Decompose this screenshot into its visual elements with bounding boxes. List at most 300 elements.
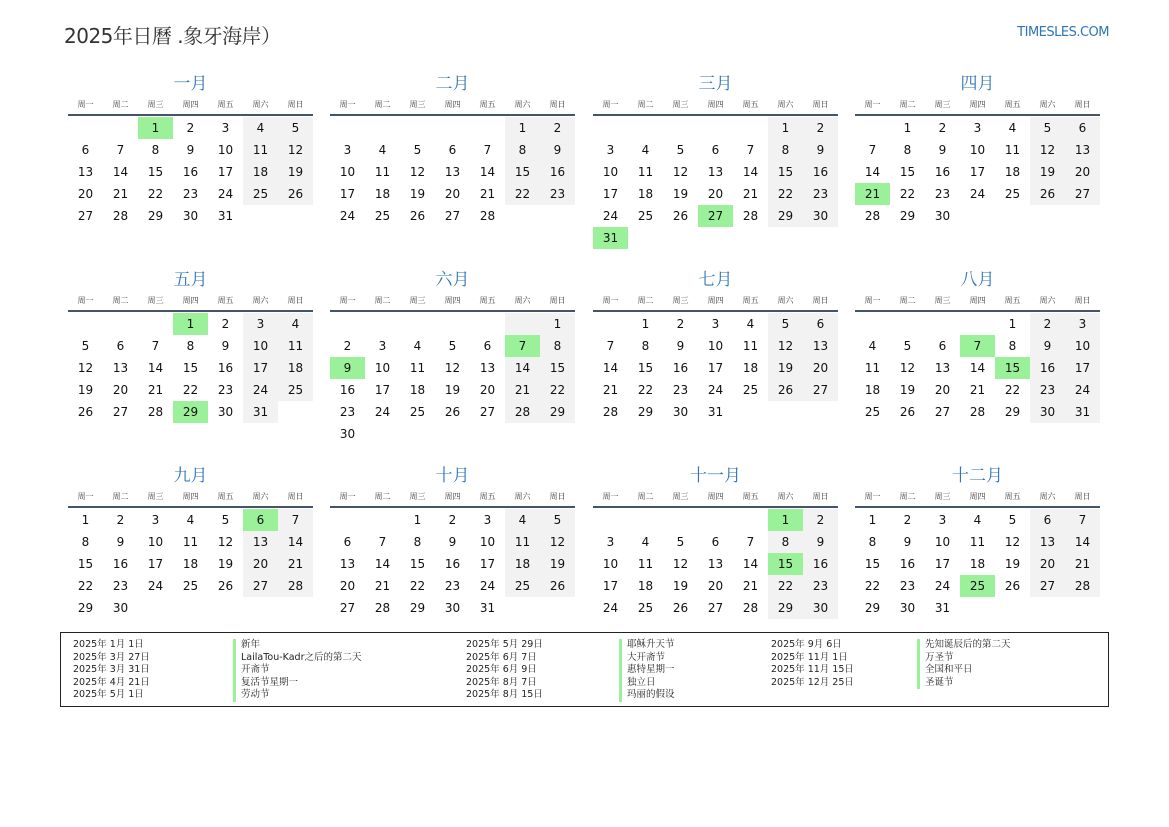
- month-block: [68, 268, 313, 423]
- day-cell: 27: [243, 575, 278, 597]
- empty-day-cell: [960, 313, 995, 335]
- day-cell: 8: [540, 335, 575, 357]
- weekday-header: [593, 96, 838, 116]
- day-cell: 20: [934, 383, 951, 397]
- day-cell: 27: [112, 405, 129, 419]
- day-cell: 19: [77, 383, 94, 397]
- day-cell: 13: [1030, 531, 1065, 553]
- day-cell: 16: [803, 161, 838, 183]
- legend-date: 2025年 5月 29日: [466, 639, 543, 650]
- weekday-label: 周三: [934, 296, 951, 305]
- day-cell: 6: [343, 535, 352, 549]
- weekday-label: 周二: [637, 100, 654, 109]
- weekday-label: 周五: [742, 296, 759, 305]
- day-cell: 29: [864, 601, 881, 615]
- day-cell: 22: [505, 183, 540, 205]
- weekday-label: 周一: [864, 492, 881, 501]
- month-block: [593, 72, 838, 249]
- day-cell: 8: [868, 535, 877, 549]
- day-cell: 15: [77, 557, 94, 571]
- month-block: [68, 464, 313, 619]
- empty-day-cell: [593, 117, 628, 139]
- day-cell: 7: [746, 535, 755, 549]
- day-cell: 12: [672, 165, 689, 179]
- weekday-label: 周五: [217, 296, 234, 305]
- weekday-label: 周五: [217, 100, 234, 109]
- day-cell: 31: [934, 601, 951, 615]
- legend-date: 2025年 3月 31日: [73, 664, 150, 675]
- empty-day-cell: [855, 117, 890, 139]
- weekday-label: 周一: [77, 492, 94, 501]
- legend-date: 2025年 1月 1日: [73, 639, 144, 650]
- weekday-label: 周五: [1004, 296, 1021, 305]
- weekday-header: [855, 96, 1100, 116]
- day-cell: 15: [409, 557, 426, 571]
- day-cell: 19: [899, 383, 916, 397]
- month-name: 八月: [960, 270, 995, 290]
- empty-day-cell: [663, 509, 698, 531]
- day-cell: 4: [278, 313, 313, 335]
- day-cell: 14: [864, 165, 881, 179]
- day-cell: 1: [81, 513, 90, 527]
- weekday-label: 周六: [252, 492, 269, 501]
- day-cell: 31: [707, 405, 724, 419]
- month-name: 七月: [698, 270, 733, 290]
- day-cell: 8: [81, 535, 90, 549]
- day-cell: 11: [637, 165, 654, 179]
- weekday-header: [593, 292, 838, 312]
- empty-day-cell: [593, 313, 628, 335]
- day-cell: 25: [637, 601, 654, 615]
- day-cell: 7: [606, 339, 615, 353]
- weekday-label: 周二: [899, 492, 916, 501]
- day-cell: 3: [483, 513, 492, 527]
- weekday-label: 周日: [812, 492, 829, 501]
- weekday-label: 周日: [287, 492, 304, 501]
- weekday-label: 周五: [742, 100, 759, 109]
- holiday-day-cell: 9: [330, 357, 365, 379]
- day-cell: 31: [1065, 401, 1100, 423]
- day-cell: 17: [147, 557, 164, 571]
- day-cell: 8: [505, 139, 540, 161]
- day-cell: 19: [278, 161, 313, 183]
- legend-dates-col-3: [771, 639, 854, 689]
- day-cell: 22: [864, 579, 881, 593]
- weekday-label: 周一: [864, 296, 881, 305]
- day-cell: 15: [505, 161, 540, 183]
- day-cell: 14: [742, 557, 759, 571]
- day-cell: 26: [672, 601, 689, 615]
- day-cell: 19: [540, 553, 575, 575]
- day-cell: 24: [374, 405, 391, 419]
- day-cell: 13: [112, 361, 129, 375]
- legend-holiday-name: 劳动节: [233, 689, 362, 702]
- weekday-label: 周五: [217, 492, 234, 501]
- day-cell: 22: [637, 383, 654, 397]
- weekday-label: 周一: [602, 296, 619, 305]
- legend-holiday-name: 全国和平日: [917, 664, 1011, 677]
- day-cell: 22: [147, 187, 164, 201]
- day-cell: 28: [602, 405, 619, 419]
- day-cell: 7: [483, 143, 492, 157]
- weekday-label: 周五: [479, 492, 496, 501]
- day-cell: 27: [339, 601, 356, 615]
- day-cell: 29: [768, 205, 803, 227]
- legend-dates-col-1: [73, 639, 150, 702]
- day-cell: 17: [707, 361, 724, 375]
- empty-day-cell: [68, 313, 103, 335]
- holiday-day-cell: 27: [698, 205, 733, 227]
- day-cell: 7: [116, 143, 125, 157]
- legend-holiday-name: 圣诞节: [917, 677, 1011, 690]
- day-cell: 8: [903, 143, 912, 157]
- days-grid: [855, 117, 1100, 227]
- month-name: 三月: [698, 74, 733, 94]
- weekday-label: 周二: [374, 296, 391, 305]
- legend-holiday-name: 先知诞辰后的第二天: [917, 639, 1011, 652]
- day-cell: 19: [444, 383, 461, 397]
- weekday-header: [855, 292, 1100, 312]
- day-cell: 3: [243, 313, 278, 335]
- empty-day-cell: [925, 313, 960, 335]
- day-cell: 6: [448, 143, 457, 157]
- day-cell: 26: [899, 405, 916, 419]
- weekday-label: 周二: [374, 100, 391, 109]
- day-cell: 16: [540, 161, 575, 183]
- days-grid: [330, 313, 575, 445]
- day-cell: 28: [112, 209, 129, 223]
- legend-holiday-name: 耶稣升天节: [619, 639, 675, 652]
- weekday-header: [330, 488, 575, 508]
- day-cell: 5: [676, 535, 685, 549]
- day-cell: 10: [934, 535, 951, 549]
- day-cell: 29: [637, 405, 654, 419]
- day-cell: 23: [182, 187, 199, 201]
- day-cell: 7: [1065, 509, 1100, 531]
- day-cell: 24: [602, 209, 619, 223]
- day-cell: 3: [1065, 313, 1100, 335]
- day-cell: 16: [112, 557, 129, 571]
- day-cell: 20: [1065, 161, 1100, 183]
- legend-date: 2025年 4月 21日: [73, 676, 150, 688]
- day-cell: 13: [934, 361, 951, 375]
- day-cell: 20: [707, 579, 724, 593]
- day-cell: 31: [479, 601, 496, 615]
- empty-day-cell: [733, 509, 768, 531]
- weekday-label: 周日: [287, 296, 304, 305]
- day-cell: 2: [1030, 313, 1065, 335]
- day-cell: 26: [278, 183, 313, 205]
- day-cell: 11: [278, 335, 313, 357]
- day-cell: 28: [278, 575, 313, 597]
- day-cell: 30: [1030, 401, 1065, 423]
- day-cell: 22: [77, 579, 94, 593]
- empty-day-cell: [435, 117, 470, 139]
- day-cell: 25: [1004, 187, 1021, 201]
- day-cell: 30: [672, 405, 689, 419]
- day-cell: 6: [483, 339, 492, 353]
- month-name: 四月: [960, 74, 995, 94]
- day-cell: 21: [278, 553, 313, 575]
- day-cell: 24: [934, 579, 951, 593]
- weekday-label: 周日: [1074, 492, 1091, 501]
- day-cell: 5: [448, 339, 457, 353]
- weekday-label: 周四: [182, 296, 199, 305]
- day-cell: 2: [540, 117, 575, 139]
- day-cell: 18: [374, 187, 391, 201]
- legend-names-col-1: [233, 639, 362, 702]
- legend-holiday-name: 玛丽的假设: [619, 689, 675, 702]
- day-cell: 11: [374, 165, 391, 179]
- day-cell: 26: [1004, 579, 1021, 593]
- day-cell: 6: [116, 339, 125, 353]
- day-cell: 18: [637, 579, 654, 593]
- day-cell: 28: [969, 405, 986, 419]
- site-link[interactable]: TIMESLES.COM: [1017, 25, 1109, 40]
- weekday-label: 周一: [339, 100, 356, 109]
- day-cell: 7: [868, 143, 877, 157]
- day-cell: 17: [374, 383, 391, 397]
- day-cell: 22: [182, 383, 199, 397]
- day-cell: 1: [540, 313, 575, 335]
- day-cell: 26: [217, 579, 234, 593]
- day-cell: 13: [479, 361, 496, 375]
- weekday-label: 周二: [637, 296, 654, 305]
- day-cell: 6: [81, 143, 90, 157]
- day-cell: 24: [1065, 379, 1100, 401]
- weekday-label: 周三: [934, 492, 951, 501]
- day-cell: 27: [444, 209, 461, 223]
- legend-names-col-3: [917, 639, 1011, 689]
- day-cell: 18: [864, 383, 881, 397]
- day-cell: 19: [672, 579, 689, 593]
- day-cell: 12: [672, 557, 689, 571]
- day-cell: 16: [1030, 357, 1065, 379]
- day-cell: 12: [899, 361, 916, 375]
- day-cell: 5: [676, 143, 685, 157]
- day-cell: 17: [934, 557, 951, 571]
- weekday-label: 周一: [339, 296, 356, 305]
- month-block: [593, 268, 838, 423]
- day-cell: 1: [413, 513, 422, 527]
- day-cell: 22: [768, 183, 803, 205]
- day-cell: 9: [448, 535, 457, 549]
- day-cell: 18: [409, 383, 426, 397]
- legend-holiday-name: 开斋节: [233, 664, 362, 677]
- day-cell: 11: [637, 557, 654, 571]
- empty-day-cell: [138, 313, 173, 335]
- weekday-label: 周一: [864, 100, 881, 109]
- day-cell: 9: [221, 339, 230, 353]
- day-cell: 21: [602, 383, 619, 397]
- legend-date: 2025年 11月 1日: [771, 651, 848, 663]
- day-cell: 11: [1004, 143, 1021, 157]
- day-cell: 12: [409, 165, 426, 179]
- day-cell: 10: [374, 361, 391, 375]
- day-cell: 18: [742, 361, 759, 375]
- day-cell: 14: [278, 531, 313, 553]
- day-cell: 25: [409, 405, 426, 419]
- weekday-header: [330, 96, 575, 116]
- day-cell: 1: [868, 513, 877, 527]
- legend-date: 2025年 9月 6日: [771, 639, 842, 650]
- day-cell: 23: [899, 579, 916, 593]
- day-cell: 24: [479, 579, 496, 593]
- day-cell: 14: [479, 165, 496, 179]
- day-cell: 8: [641, 339, 650, 353]
- days-grid: [330, 509, 575, 619]
- day-cell: 18: [278, 357, 313, 379]
- month-name: 一月: [173, 74, 208, 94]
- day-cell: 29: [147, 209, 164, 223]
- day-cell: 6: [711, 143, 720, 157]
- weekday-label: 周六: [252, 100, 269, 109]
- day-cell: 3: [221, 121, 230, 135]
- weekday-label: 周六: [1039, 100, 1056, 109]
- day-cell: 10: [969, 143, 986, 157]
- weekday-label: 周三: [147, 296, 164, 305]
- day-cell: 22: [409, 579, 426, 593]
- weekday-label: 周二: [112, 100, 129, 109]
- day-cell: 4: [746, 317, 755, 331]
- empty-day-cell: [365, 313, 400, 335]
- day-cell: 14: [742, 165, 759, 179]
- legend-holiday-name: 新年: [233, 639, 362, 652]
- day-cell: 18: [182, 557, 199, 571]
- day-cell: 23: [112, 579, 129, 593]
- day-cell: 9: [676, 339, 685, 353]
- day-cell: 20: [803, 357, 838, 379]
- page-title: 2025年日曆 .象牙海岸）: [64, 24, 281, 48]
- empty-day-cell: [470, 117, 505, 139]
- day-cell: 11: [505, 531, 540, 553]
- days-grid: [593, 509, 838, 619]
- day-cell: 2: [676, 317, 685, 331]
- day-cell: 9: [803, 531, 838, 553]
- day-cell: 14: [374, 557, 391, 571]
- weekday-label: 周四: [707, 100, 724, 109]
- day-cell: 8: [1008, 339, 1017, 353]
- holiday-day-cell: 1: [768, 509, 803, 531]
- weekday-label: 周六: [777, 492, 794, 501]
- empty-day-cell: [505, 313, 540, 335]
- day-cell: 30: [182, 209, 199, 223]
- day-cell: 15: [637, 361, 654, 375]
- day-cell: 13: [444, 165, 461, 179]
- holiday-day-cell: 7: [505, 335, 540, 357]
- day-cell: 14: [112, 165, 129, 179]
- day-cell: 21: [479, 187, 496, 201]
- day-cell: 27: [803, 379, 838, 401]
- day-cell: 16: [339, 383, 356, 397]
- weekday-header: [593, 488, 838, 508]
- weekday-label: 周五: [742, 492, 759, 501]
- day-cell: 10: [602, 557, 619, 571]
- legend-holiday-name: LailaTou-Kadr之后的第二天: [233, 652, 362, 665]
- day-cell: 30: [339, 427, 356, 441]
- holiday-day-cell: 15: [768, 553, 803, 575]
- day-cell: 17: [1065, 357, 1100, 379]
- day-cell: 30: [934, 209, 951, 223]
- day-cell: 29: [899, 209, 916, 223]
- day-cell: 22: [540, 379, 575, 401]
- legend-date: 2025年 6月 9日: [466, 664, 537, 675]
- weekday-label: 周六: [1039, 296, 1056, 305]
- weekday-label: 周四: [969, 296, 986, 305]
- day-cell: 26: [540, 575, 575, 597]
- holiday-day-cell: 6: [243, 509, 278, 531]
- day-cell: 21: [147, 383, 164, 397]
- holiday-day-cell: 1: [138, 117, 173, 139]
- day-cell: 27: [1030, 575, 1065, 597]
- weekday-label: 周一: [602, 100, 619, 109]
- month-name: 十月: [435, 466, 470, 486]
- weekday-label: 周三: [147, 492, 164, 501]
- day-cell: 28: [147, 405, 164, 419]
- day-cell: 6: [803, 313, 838, 335]
- month-block: [68, 72, 313, 227]
- day-cell: 27: [479, 405, 496, 419]
- month-block: [593, 464, 838, 619]
- day-cell: 23: [803, 183, 838, 205]
- empty-day-cell: [628, 509, 663, 531]
- day-cell: 1: [768, 117, 803, 139]
- days-grid: [68, 509, 313, 619]
- day-cell: 3: [606, 535, 615, 549]
- day-cell: 1: [903, 121, 912, 135]
- holiday-day-cell: 7: [960, 335, 995, 357]
- weekday-header: [330, 292, 575, 312]
- day-cell: 5: [768, 313, 803, 335]
- day-cell: 25: [243, 183, 278, 205]
- day-cell: 20: [243, 553, 278, 575]
- day-cell: 21: [742, 579, 759, 593]
- day-cell: 15: [147, 165, 164, 179]
- day-cell: 15: [768, 161, 803, 183]
- weekday-label: 周五: [479, 100, 496, 109]
- day-cell: 4: [1008, 121, 1017, 135]
- weekday-label: 周三: [409, 492, 426, 501]
- day-cell: 17: [479, 557, 496, 571]
- weekday-label: 周二: [899, 100, 916, 109]
- day-cell: 21: [969, 383, 986, 397]
- day-cell: 14: [1065, 531, 1100, 553]
- weekday-label: 周六: [1039, 492, 1056, 501]
- day-cell: 16: [672, 361, 689, 375]
- month-block: [855, 72, 1100, 227]
- month-name: 十二月: [952, 466, 1003, 486]
- day-cell: 10: [707, 339, 724, 353]
- day-cell: 30: [803, 597, 838, 619]
- weekday-label: 周一: [77, 100, 94, 109]
- empty-day-cell: [593, 509, 628, 531]
- holiday-day-cell: 15: [995, 357, 1030, 379]
- day-cell: 6: [1030, 509, 1065, 531]
- day-cell: 5: [413, 143, 422, 157]
- weekday-label: 周二: [112, 492, 129, 501]
- day-cell: 30: [899, 601, 916, 615]
- day-cell: 20: [339, 579, 356, 593]
- day-cell: 24: [602, 601, 619, 615]
- day-cell: 4: [973, 513, 982, 527]
- day-cell: 29: [409, 601, 426, 615]
- day-cell: 13: [339, 557, 356, 571]
- day-cell: 1: [1008, 317, 1017, 331]
- day-cell: 30: [112, 601, 129, 615]
- day-cell: 14: [147, 361, 164, 375]
- empty-day-cell: [330, 117, 365, 139]
- weekday-label: 周一: [77, 296, 94, 305]
